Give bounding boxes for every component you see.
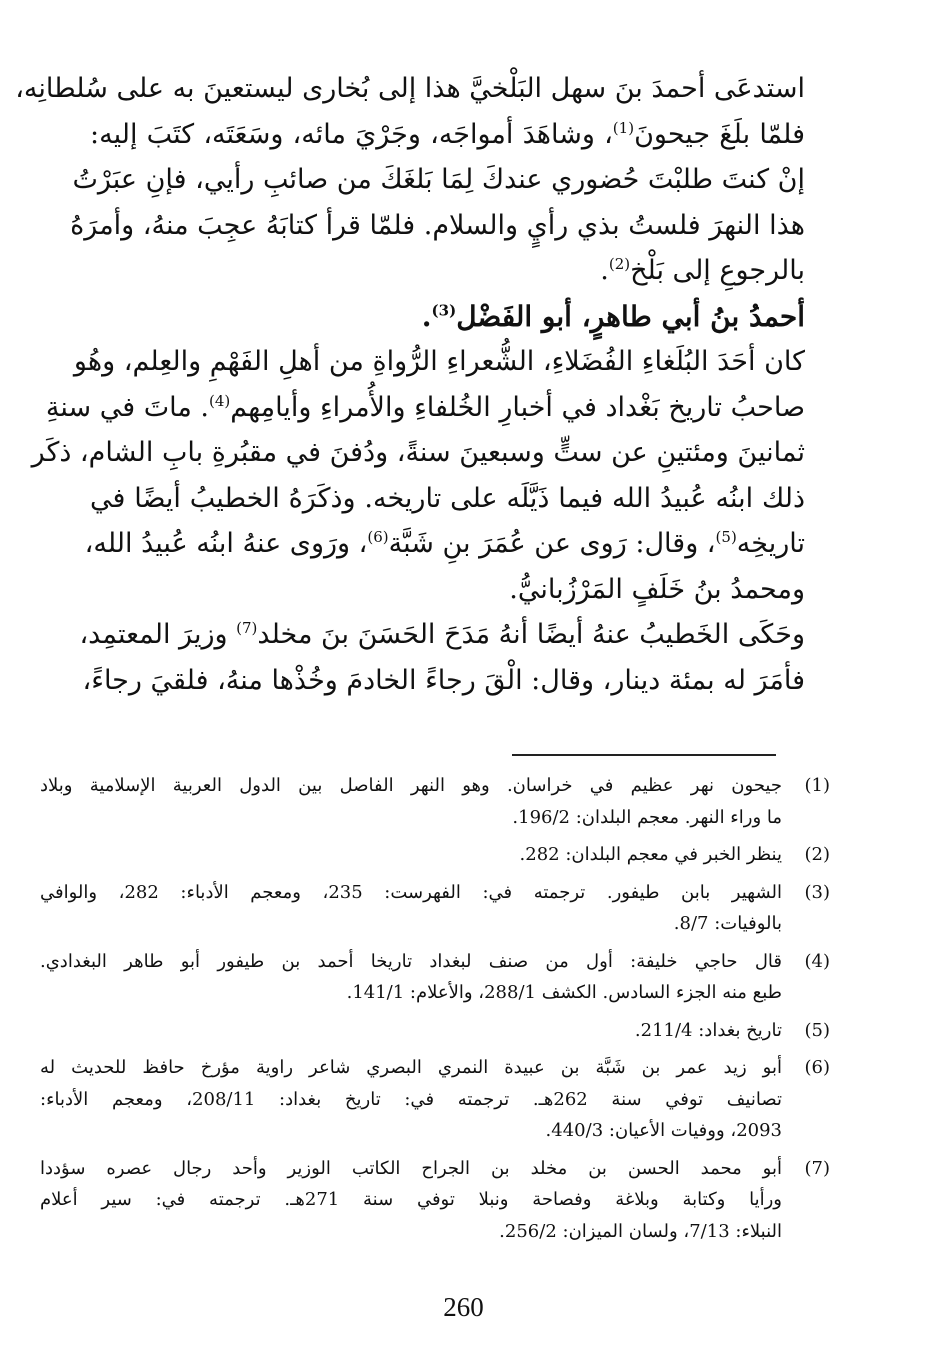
footnote: [40, 946, 830, 1009]
footnote-line: قال حاجي خليفة: أول من صنف لبغداد تاريخا أحمد بن طيفور أبو طاهر البغدادي.: [40, 950, 782, 972]
footnotes: [40, 770, 830, 1253]
footnote-line: 2093، ووفيات الأعيان: 440/3.: [545, 1120, 782, 1141]
footnote: [40, 1015, 830, 1047]
text-line: صاحبُ تاريخ بَغْداد في أخبارِ الخُلفاءِ والأُمراءِ وأيامِهم$^{(4)}$. ماتَ في سنةِ: [45, 391, 805, 423]
text-line: ذلك ابنُه عُبيدُ الله فيما ذَيَّلَه على تاريخه. وذكَرَهُ الخطيبُ أيضًا في: [90, 482, 805, 514]
footnote-number: (4): [804, 950, 830, 972]
text-line: فأمَرَ له بمئة دينار، وقال: الْقَ رجاءً الخادمَ وخُذْها منهُ، فلقيَ رجاءً،: [82, 664, 805, 696]
footnote: [40, 839, 830, 871]
text-line: وحَكَى الخَطيبُ عنهُ أيضًا أنهُ مَدَحَ الحَسَنَ بنَ مخلد$^{(7)}$ وزيرَ المعتمِد،: [79, 619, 805, 650]
text-line: كان أحَدَ البُلَغاءِ الفُضَلاءِ، الشُّعراءِ الرُّواةِ من أهلِ الفَهْمِ والعِلم، وهُو: [73, 346, 805, 377]
text-line: ومحمدُ بنُ خَلَفٍ المَرْزُبانيُّ.: [509, 573, 805, 605]
footnote-line: تصانيف توفي سنة 262هـ. ترجمته في: تاريخ بغداد: 208/11، ومعجم الأدباء:: [40, 1088, 782, 1110]
text-line: بالرجوعِ إلى بَلْخ$^{(2)}$.: [600, 255, 805, 286]
footnote-ref[interactable]: (3): [431, 301, 457, 320]
footnote-ref[interactable]: (7): [236, 619, 258, 637]
footnote-line: أبو زيد عمر بن شَبَّة بن عبيدة النمري البصري شاعر راوية مؤرخ حافظ للحديث له: [40, 1057, 782, 1078]
footnote-line: طبع منه الجزء السادس. الكشف 288/1، والأعلام: 141/1.: [346, 982, 782, 1003]
footnote-number: (2): [804, 844, 830, 865]
footnote: [40, 1052, 830, 1147]
footnote-ref[interactable]: (5): [715, 528, 737, 546]
entry-heading: أحمدُ بنُ أبي طاهرٍ، أبو الفَضْل$^{(3)}$.: [421, 299, 805, 333]
footnote-line: جيحون نهر عظيم في خراسان. وهو النهر الفاصل بين الدول العربية الإسلامية وبلاد: [40, 775, 782, 796]
footnote-line: النبلاء: 7/13، ولسان الميزان: 256/2.: [499, 1220, 782, 1242]
footnote: [40, 1153, 830, 1248]
main-text: [15, 66, 805, 703]
footnote: [40, 770, 830, 833]
footnote-line: الشهير بابن طيفور. ترجمته في: الفهرست: 235، ومعجم الأدباء: 282، والوافي: [40, 881, 782, 903]
footnote-line: أبو محمد الحسن بن مخلد بن الجراح الكاتب الوزير وأحد رجال عصره سؤددا: [40, 1157, 782, 1179]
footnote-number: (1): [804, 775, 830, 796]
footnote-ref[interactable]: (6): [367, 528, 389, 546]
text-line: استدعَى أحمدَ بنَ سهل البَلْخيَّ هذا إلى بُخارى ليستعينَ به على سُلطانِه،: [15, 73, 805, 104]
footnote-separator: [512, 754, 776, 756]
footnote: [40, 877, 830, 940]
footnote-line: ينظر الخبر في معجم البلدان: 282.: [519, 844, 782, 865]
footnote-line: بالوفيات: 8/7.: [673, 913, 782, 934]
footnote-number: (7): [804, 1157, 830, 1179]
text-line: ثمانينَ ومئتينِ عن ستٍّ وسبعينَ سنةً، ودُفنَ في مقبُرةِ بابِ الشام، ذكَر: [31, 437, 805, 468]
footnote-ref[interactable]: (2): [608, 255, 631, 273]
text-line: هذا النهرَ فلستُ بذي رأيٍ والسلام. فلمّا قرأ كتابَهُ عجِبَ منهُ، وأمرَهُ: [70, 209, 805, 241]
footnote-line: ما وراء النهر. معجم البلدان: 196/2.: [512, 806, 782, 828]
footnote-ref[interactable]: (1): [612, 118, 635, 137]
page-number: 260: [443, 1292, 484, 1322]
text-line: تاريخِه$^{(5)}$، وقال: رَوى عن عُمَرَ بنِ شَبَّة$^{(6)}$، ورَوى عنهُ ابنُه عُبيدُ الله،: [84, 528, 805, 559]
footnote-number: (6): [804, 1057, 830, 1078]
footnote-ref[interactable]: (4): [208, 391, 231, 410]
footnote-line: تاريخ بغداد: 211/4.: [634, 1019, 782, 1041]
text-line: إنْ كنتَ طلبْتَ حُضوري عندكَ لِمَا بَلغَكَ من صائبِ رأيي، فإنِ عبَرْتُ: [72, 164, 805, 195]
footnote-number: (5): [804, 1019, 830, 1041]
footnote-line: ورأيا وكتابة وبلاغة وفصاحة ونبلا توفي سنة 271هـ. ترجمته في: سير أعلام: [40, 1189, 782, 1210]
text-line: فلمّا بلَغَ جيحونَ$^{(1)}$، وشاهَدَ أمواجَه، وجَرْيَ مائه، وسَعَتَه، كتَبَ إليه:: [90, 118, 805, 150]
footnote-number: (3): [804, 881, 830, 903]
